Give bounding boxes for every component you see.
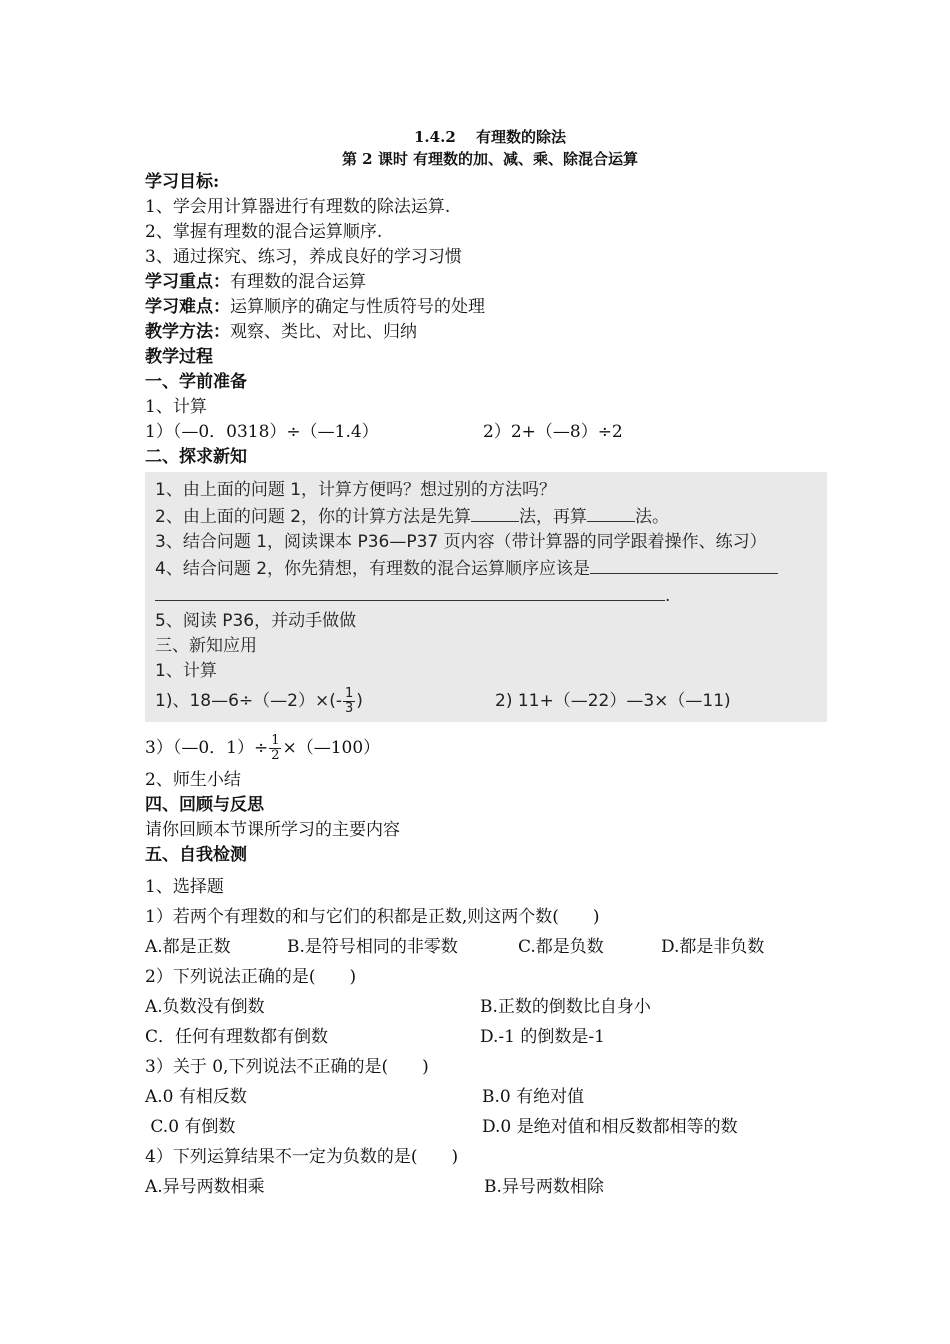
calc-2: 2) 11+（—22）—3×（—11) (495, 691, 731, 711)
section5-heading: 五、自我检测 (145, 845, 247, 865)
key-point: 学习重点：有理数的混合运算 (145, 272, 366, 292)
question-1: 1）若两个有理数的和与它们的积都是正数,则这两个数( ) (145, 907, 600, 927)
section1-heading: 一、学前准备 (145, 372, 247, 392)
process-heading: 教学过程 (145, 347, 213, 367)
question-3-options (145, 1082, 835, 1112)
question-3: 3）关于 0,下列说法不正确的是( ) (145, 1057, 429, 1077)
box-line: 2、由上面的问题 2，你的计算方法是先算 法，再算 法。 (155, 503, 827, 530)
goal-item: 1、学会用计算器进行有理数的除法运算. (145, 197, 451, 217)
section1-problems (145, 420, 835, 445)
box-line: . (155, 582, 827, 609)
problem-1: 1）（—0．0318）÷（—1.4） (145, 422, 379, 442)
option: A.负数没有倒数 (145, 997, 265, 1017)
option: B.正数的倒数比自身小 (480, 997, 651, 1017)
lesson-title: 1.4.2 有理数的除法 (414, 128, 566, 146)
question-3-options (145, 1112, 835, 1142)
calc-3: 3）（—0．1）÷ $\frac{1}{2}$ ×（—100） (145, 733, 381, 763)
answer-blank (155, 582, 665, 601)
difficulty: 学习难点：运算顺序的确定与性质符号的处理 (145, 297, 485, 317)
goal-item: 2、掌握有理数的混合运算顺序. (145, 222, 383, 242)
scanned-box (145, 472, 827, 722)
question-4-options (145, 1172, 835, 1202)
option: B.0 有绝对值 (482, 1087, 585, 1107)
option: D.都是非负数 (661, 937, 765, 957)
question-2-options (145, 1022, 835, 1052)
calc-1: 1)、18—6÷（—2）×(- $\frac{1}{3}$ ) (155, 685, 363, 716)
choice-section-label: 1、选择题 (145, 877, 224, 897)
question-4: 4）下列运算结果不一定为负数的是( ) (145, 1147, 459, 1167)
fraction: $\frac{1}{2}$ (271, 733, 280, 763)
worksheet-page (145, 118, 835, 1202)
section4-heading: 四、回顾与反思 (145, 795, 264, 815)
section4-text: 请你回顾本节课所学习的主要内容 (145, 820, 400, 840)
box-calc-row (155, 684, 827, 718)
option: A.都是正数 (145, 937, 231, 957)
goals-heading: 学习目标: (145, 172, 220, 192)
answer-blank (471, 503, 519, 522)
option: A.异号两数相乘 (145, 1177, 265, 1197)
option: B.是符号相同的非零数 (287, 937, 458, 957)
option: D.-1 的倒数是-1 (480, 1027, 605, 1047)
box-line: 4、结合问题 2，你先猜想，有理数的混合运算顺序应该是 (155, 555, 827, 582)
question-1-options (145, 932, 835, 962)
section1-sub: 1、计算 (145, 397, 207, 417)
fraction: $\frac{1}{3}$ (344, 685, 354, 716)
lesson-subtitle: 第 2 课时 有理数的加、减、乘、除混合运算 (341, 150, 639, 168)
question-2: 2）下列说法正确的是( ) (145, 967, 357, 987)
problem-2: 2）2+（—8）÷2 (483, 422, 623, 442)
goal-item: 3、通过探究、练习，养成良好的学习习惯 (145, 247, 462, 267)
box-line: 5、阅读 P36，并动手做做 (155, 611, 357, 631)
box-line: 3、结合问题 1，阅读课本 P36—P37 页内容（带计算器的同学跟着操作、练习） (155, 532, 767, 552)
option: A.0 有相反数 (145, 1087, 247, 1107)
section2-heading: 二、探求新知 (145, 447, 247, 467)
box-line: 1、由上面的问题 1，计算方便吗？想过别的方法吗？ (155, 480, 557, 500)
answer-blank (590, 555, 778, 574)
option: C.都是负数 (518, 937, 604, 957)
option: B.异号两数相除 (484, 1177, 604, 1197)
option: C．任何有理数都有倒数 (145, 1027, 329, 1047)
summary: 2、师生小结 (145, 770, 241, 790)
option: C.0 有倒数 (145, 1117, 236, 1137)
question-2-options (145, 992, 835, 1022)
option: D.0 是绝对值和相反数都相等的数 (482, 1117, 738, 1137)
answer-blank (587, 503, 635, 522)
box-line: 三、新知应用 (155, 636, 257, 656)
box-line: 1、计算 (155, 661, 217, 681)
teaching-method: 教学方法：观察、类比、对比、归纳 (145, 322, 417, 342)
